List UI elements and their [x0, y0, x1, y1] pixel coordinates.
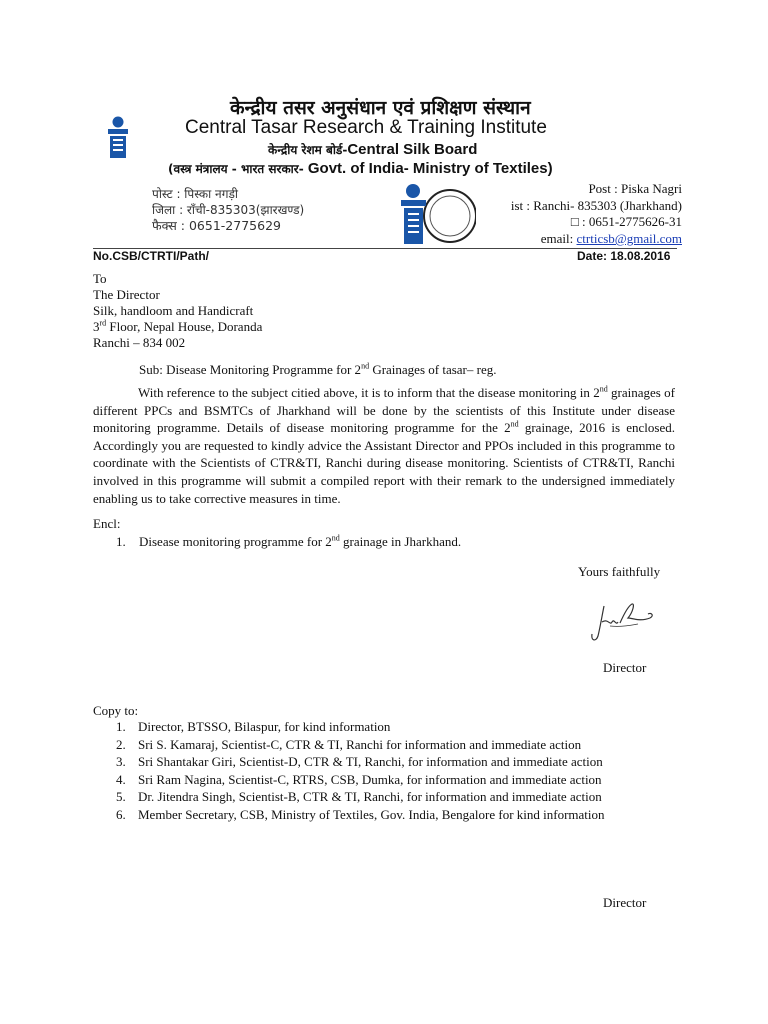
signature-image — [588, 596, 664, 646]
ministry-english: Govt. of India- Ministry of Textiles) — [307, 160, 553, 177]
closing-designation: Director — [603, 660, 647, 675]
recipient-to: To — [93, 271, 107, 286]
floor-number: 3 — [93, 319, 100, 334]
copy-to-item-number: 6. — [116, 806, 126, 822]
enclosure-sup: nd — [331, 533, 340, 543]
address-email — [541, 231, 682, 247]
board-english: Central Silk Board — [347, 141, 478, 158]
copy-to-item — [93, 753, 605, 771]
copy-to-item — [93, 771, 605, 789]
copy-to-item — [93, 736, 605, 754]
copy-to-item-text: Member Secretary, CSB, Ministry of Textiles, Gov. India, Bengalore for kind information — [138, 806, 605, 822]
copy-to-item-text: Sri S. Kamaraj, Scientist-C, CTR & TI, Ranchi for information and immediate action — [138, 736, 582, 752]
body-part-1: With reference to the subject citied above, it is to inform that the disease monitoring in 2 — [138, 385, 600, 400]
enclosure-rest: grainage in Jharkhand. — [339, 534, 462, 549]
enclosure-item-number: 1. — [116, 534, 126, 549]
ministry-line — [168, 160, 553, 178]
email-link[interactable]: ctrticsb@gmail.com — [576, 231, 682, 246]
address-district: ist : Ranchi- 835303 (Jharkhand) — [510, 198, 682, 213]
subject-prefix: Sub: Disease Monitoring Programme for 2 — [139, 362, 362, 377]
copy-to-item-number: 2. — [116, 736, 126, 752]
subject-line — [139, 362, 496, 378]
enclosure-item — [139, 534, 461, 550]
recipient-city: Ranchi – 834 002 — [93, 335, 186, 350]
body-paragraph — [93, 384, 675, 507]
recipient-address — [93, 319, 262, 335]
address-district-hindi: जिला : राँची-835303(झारखण्ड) — [152, 203, 305, 217]
body-sup-2: nd — [510, 419, 519, 429]
address-phone: □ : 0651-2775626-31 — [570, 214, 682, 229]
copy-to-item-number: 1. — [116, 719, 126, 734]
body-part-3: grainage, 2016 is enclosed. Accordingly you are requested to kindly advice the Assistant Director and PPOs included in this programme to coordinate with the Scientists of CTR&TI, Ranchi during disease monitoring. Scientists of CTR&TI, Ranchi involved in this programme will submit a compiled report with their remark to the undersigned immediately enabling us to take corrective measures in time. — [93, 420, 675, 506]
institute-seal-icon — [398, 180, 476, 250]
recipient-dept: Silk, handloom and Handicraft — [93, 303, 254, 318]
enclosure-prefix: Disease monitoring programme for 2 — [139, 534, 332, 549]
copy-to-item-text: Sri Ram Nagina, Scientist-C, RTRS, CSB, Dumka, for information and immediate action — [138, 771, 602, 787]
address-post-hindi: पोस्ट : पिस्का नगड़ी — [152, 187, 238, 201]
recipient-title: The Director — [93, 287, 160, 302]
csb-logo-icon — [107, 116, 129, 160]
body-sup-1: nd — [599, 384, 608, 394]
email-label: email: — [540, 231, 577, 246]
board-hindi: केन्द्रीय रेशम बोर्ड- — [268, 143, 348, 157]
copy-to-item-text: Sri Shantakar Giri, Scientist-D, CTR & TI, Ranchi, for information and immediate action — [138, 754, 603, 769]
copy-to-item — [93, 718, 605, 736]
institute-name: Central Tasar Research & Training Institute — [185, 117, 547, 138]
reference-date: Date: 18.08.2016 — [577, 249, 671, 263]
copy-to-item-text: Dr. Jitendra Singh, Scientist-B, CTR & TI, Ranchi, for information and immediate action — [138, 789, 602, 804]
institute-hindi-title: केन्द्रीय तसर अनुसंधान एवं प्रशिक्षण संस्थान — [230, 97, 531, 119]
subject-rest: Grainages of tasar– reg. — [369, 362, 497, 377]
copy-to-item — [93, 788, 605, 806]
floor-suffix: rd — [99, 318, 107, 328]
body-part-2: grainages of different PPCs and BSMTCs of Jharkhand will be done by the scientists of this Institute under disease monitoring programme. Details of disease monitoring programme for the 2 — [93, 385, 676, 436]
reference-number: No.CSB/CTRTI/Path/ — [93, 249, 209, 263]
board-name — [268, 141, 477, 159]
closing-yours-faithfully: Yours faithfully — [578, 564, 661, 579]
copy-to-item-text: Director, BTSSO, Bilaspur, for kind information — [138, 719, 391, 734]
ministry-hindi: (वस्त्र मंत्रालय - भारत सरकार- — [168, 162, 308, 176]
subject-sup: nd — [361, 361, 370, 371]
address-fax-hindi: फैक्स : 0651-2775629 — [152, 218, 281, 233]
copy-to-label: Copy to: — [93, 703, 139, 718]
footer-designation: Director — [603, 895, 647, 910]
copy-to-item-number: 5. — [116, 789, 126, 804]
copy-to-list — [93, 718, 605, 823]
enclosure-label: Encl: — [93, 516, 121, 531]
copy-to-item-number: 4. — [116, 771, 126, 787]
copy-to-item-number: 3. — [116, 754, 126, 769]
address-post: Post : Piska Nagri — [588, 181, 682, 196]
address-rest: Floor, Nepal House, Doranda — [106, 319, 263, 334]
copy-to-item — [93, 806, 605, 824]
